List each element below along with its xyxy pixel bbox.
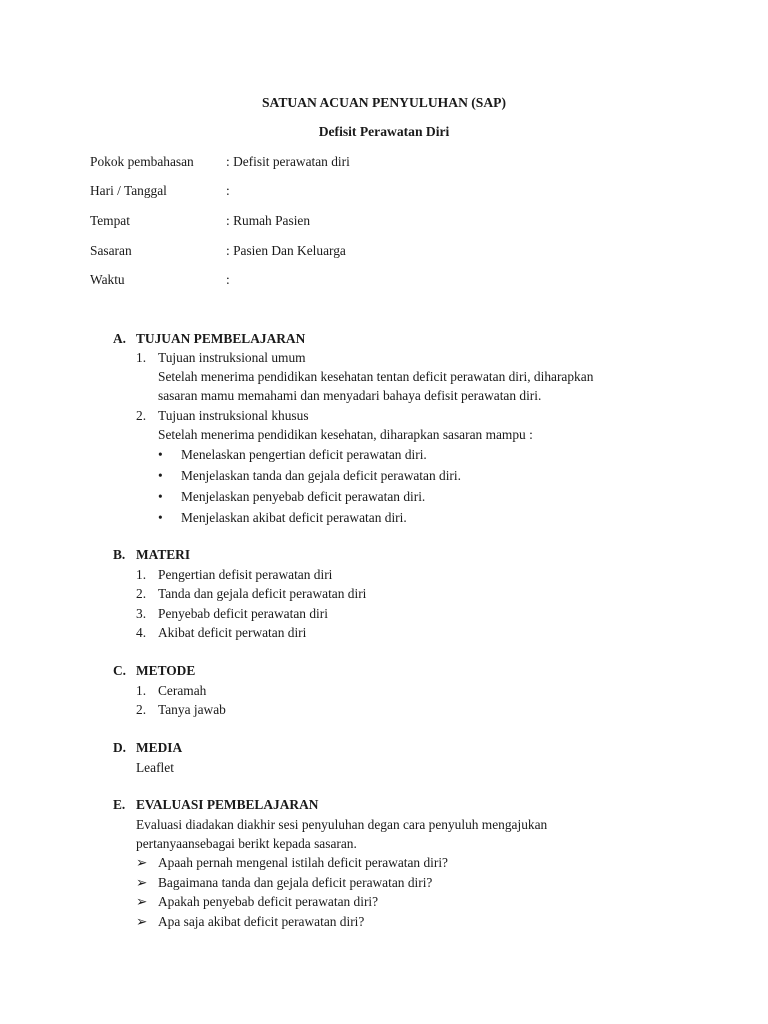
bullet-icon: •	[158, 468, 163, 483]
section-b-letter: B.	[113, 547, 126, 562]
metode-num-1: 1.	[136, 683, 147, 698]
section-a-item1-num: 1.	[136, 350, 147, 365]
section-a-item2-text: Setelah menerima pendidikan kesehatan, diharapkan sasaran mampu :	[158, 427, 533, 442]
document-title: SATUAN ACUAN PENYULUHAN (SAP)	[261, 95, 507, 110]
objective-bullet-1: Menelaskan pengertian deficit perawatan diri.	[181, 447, 427, 462]
bullet-icon: •	[158, 447, 163, 462]
arrow-bullet-icon: ➢	[136, 894, 148, 909]
materi-num-3: 3.	[136, 606, 147, 621]
materi-item-2: Tanda dan gejala deficit perawatan diri	[158, 586, 367, 601]
section-a-item1-text-1: Setelah menerima pendidikan kesehatan tentan deficit perawatan diri, diharapkan	[158, 369, 594, 384]
materi-num-2: 2.	[136, 586, 147, 601]
info-value-pokok: : Defisit perawatan diri	[226, 154, 350, 169]
section-a-heading: TUJUAN PEMBELAJARAN	[136, 331, 306, 346]
info-value-tempat: : Rumah Pasien	[226, 213, 311, 228]
section-d-heading: MEDIA	[136, 740, 183, 755]
section-c-heading: METODE	[136, 663, 196, 678]
metode-item-2: Tanya jawab	[158, 702, 226, 717]
section-c-letter: C.	[113, 663, 127, 678]
materi-item-1: Pengertian defisit perawatan diri	[158, 567, 333, 582]
objective-bullet-3: Menjelaskan penyebab deficit perawatan diri.	[181, 489, 426, 504]
arrow-bullet-icon: ➢	[136, 875, 148, 890]
materi-item-4: Akibat deficit perwatan diri	[158, 625, 307, 640]
section-d-letter: D.	[113, 740, 127, 755]
section-b-heading: MATERI	[136, 547, 191, 562]
info-label-waktu: Waktu	[90, 272, 125, 287]
info-label-tanggal: Hari / Tanggal	[90, 183, 167, 198]
info-label-sasaran: Sasaran	[90, 243, 132, 258]
objective-bullet-4: Menjelaskan akibat deficit perawatan diri.	[181, 510, 407, 525]
info-value-sasaran: : Pasien Dan Keluarga	[226, 243, 346, 258]
evaluasi-text-1: Evaluasi diadakan diakhir sesi penyuluhan degan cara penyuluh mengajukan	[136, 817, 548, 832]
objective-bullet-2: Menjelaskan tanda dan gejala deficit perawatan diri.	[181, 468, 461, 483]
document-subtitle: Defisit Perawatan Diri	[318, 124, 450, 139]
media-text: Leaflet	[136, 760, 174, 775]
info-label-pokok: Pokok pembahasan	[90, 154, 194, 169]
materi-num-1: 1.	[136, 567, 147, 582]
section-e-heading: EVALUASI PEMBELAJARAN	[136, 797, 319, 812]
bullet-icon: •	[158, 510, 163, 525]
section-a-item1-title: Tujuan instruksional umum	[158, 350, 306, 365]
section-a-item1-text-2: sasaran mamu memahami dan menyadari bahaya defisit perawatan diri.	[158, 388, 542, 403]
evaluasi-question-4: Apa saja akibat deficit perawatan diri?	[158, 914, 365, 929]
evaluasi-text-2: pertanyaansebagai berikt kepada sasaran.	[136, 836, 357, 851]
info-value-waktu: :	[226, 272, 230, 287]
info-value-tanggal: :	[226, 183, 230, 198]
metode-num-2: 2.	[136, 702, 147, 717]
arrow-bullet-icon: ➢	[136, 914, 148, 929]
info-label-tempat: Tempat	[90, 213, 130, 228]
section-a-item2-num: 2.	[136, 408, 147, 423]
evaluasi-question-3: Apakah penyebab deficit perawatan diri?	[158, 894, 379, 909]
section-a-letter: A.	[113, 331, 127, 346]
section-a-item2-title: Tujuan instruksional khusus	[158, 408, 309, 423]
arrow-bullet-icon: ➢	[136, 855, 148, 870]
metode-item-1: Ceramah	[158, 683, 207, 698]
bullet-icon: •	[158, 489, 163, 504]
section-e-letter: E.	[113, 797, 126, 812]
evaluasi-question-1: Apaah pernah mengenal istilah deficit perawatan diri?	[158, 855, 449, 870]
materi-item-3: Penyebab deficit perawatan diri	[158, 606, 328, 621]
materi-num-4: 4.	[136, 625, 147, 640]
evaluasi-question-2: Bagaimana tanda dan gejala deficit perawatan diri?	[158, 875, 433, 890]
